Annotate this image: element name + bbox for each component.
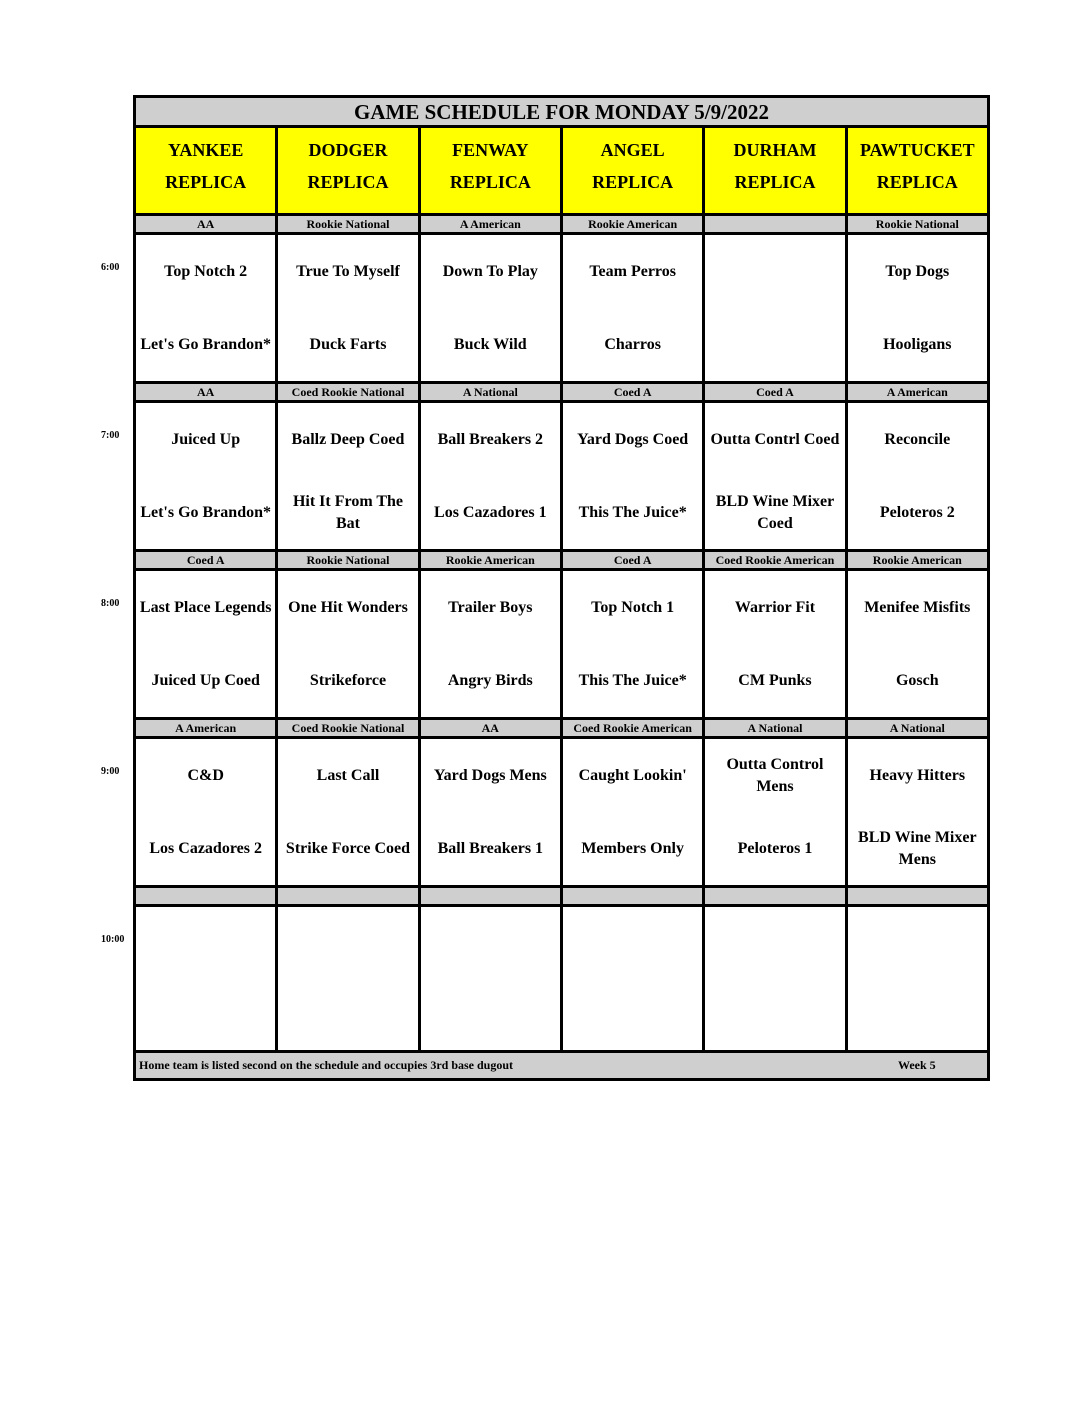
division-label: A American — [421, 216, 563, 232]
field-type: REPLICA — [876, 172, 958, 192]
game-cell — [136, 907, 278, 1053]
home-team: Angry Birds — [447, 672, 533, 689]
division-label: Coed Rookie National — [278, 384, 420, 400]
home-team: Hooligans — [883, 336, 952, 353]
home-team: BLD Wine Mixer Coed — [715, 493, 835, 532]
away-team: Yard Dogs Coed — [577, 431, 689, 448]
away-team: C&D — [187, 767, 224, 784]
field-type: REPLICA — [592, 172, 674, 192]
home-team — [850, 992, 985, 1042]
division-label: Rookie National — [278, 216, 420, 232]
division-label: A National — [421, 384, 563, 400]
game-row — [136, 235, 987, 381]
away-team — [423, 919, 558, 969]
division-label — [705, 888, 847, 904]
home-team — [707, 320, 842, 370]
away-team: Team Perros — [589, 263, 676, 280]
away-team: Ballz Deep Coed — [291, 431, 405, 448]
game-cell — [421, 907, 563, 1053]
division-label: Rookie American — [563, 216, 705, 232]
division-label: Coed A — [705, 384, 847, 400]
game-cell — [136, 235, 278, 381]
home-team: This The Juice* — [578, 504, 687, 521]
division-label: A National — [848, 720, 987, 736]
division-label: A American — [848, 384, 987, 400]
game-cell — [136, 739, 278, 885]
game-cell — [136, 571, 278, 717]
away-team: Top Notch 2 — [164, 263, 248, 280]
game-cell — [705, 739, 847, 885]
division-label: Rookie American — [421, 552, 563, 568]
away-team — [565, 919, 700, 969]
away-team: Down To Play — [442, 263, 538, 280]
division-row — [136, 549, 987, 571]
home-team: Peloteros 1 — [737, 840, 813, 857]
game-cell — [705, 235, 847, 381]
away-team: Last Call — [316, 767, 380, 784]
home-team — [138, 992, 273, 1042]
home-team: Strikeforce — [309, 672, 387, 689]
division-label: Coed A — [136, 552, 278, 568]
field-type: REPLICA — [307, 172, 389, 192]
division-label — [848, 888, 987, 904]
division-label: A National — [705, 720, 847, 736]
time-slot-label: 10:00 — [101, 934, 125, 945]
home-team: Let's Go Brandon* — [140, 336, 271, 353]
away-team: Yard Dogs Mens — [433, 767, 547, 784]
division-label: Coed Rookie National — [278, 720, 420, 736]
away-team: Menifee Misfits — [864, 599, 971, 616]
division-label: Coed Rookie American — [563, 720, 705, 736]
away-team: Warrior Fit — [734, 599, 816, 616]
game-cell — [848, 739, 987, 885]
game-cell — [705, 403, 847, 549]
away-team: Top Notch 1 — [591, 599, 675, 616]
field-name: PAWTUCKET — [859, 140, 975, 160]
home-team — [423, 992, 558, 1042]
game-cell — [421, 403, 563, 549]
away-team: Outta Contrl Coed — [710, 431, 840, 448]
division-label: Coed A — [563, 552, 705, 568]
game-cell — [563, 235, 705, 381]
home-team: Gosch — [895, 672, 939, 689]
time-slot-label: 6:00 — [101, 262, 120, 273]
home-team: Ball Breakers 1 — [437, 840, 544, 857]
game-cell — [278, 739, 420, 885]
field-name: DURHAM — [733, 140, 817, 160]
game-row — [136, 739, 987, 885]
schedule-table — [133, 95, 990, 1081]
game-cell — [848, 235, 987, 381]
division-row — [136, 885, 987, 907]
field-name: YANKEE — [167, 140, 244, 160]
field-header — [705, 128, 847, 213]
field-header — [421, 128, 563, 213]
division-row — [136, 381, 987, 403]
away-team: Top Dogs — [885, 263, 950, 280]
game-cell — [278, 403, 420, 549]
home-team: Members Only — [581, 840, 684, 857]
game-cell — [136, 403, 278, 549]
away-team: Trailer Boys — [448, 599, 533, 616]
game-cell — [421, 571, 563, 717]
field-type: REPLICA — [734, 172, 816, 192]
division-label — [136, 888, 278, 904]
away-team: Outta Control Mens — [726, 756, 824, 795]
schedule-title: GAME SCHEDULE FOR MONDAY 5/9/2022 — [136, 98, 987, 128]
game-cell — [705, 907, 847, 1053]
game-cell — [848, 907, 987, 1053]
game-row — [136, 571, 987, 717]
schedule-footer — [136, 1050, 987, 1078]
game-cell — [848, 403, 987, 549]
division-label: AA — [136, 384, 278, 400]
home-team: Peloteros 2 — [879, 504, 955, 521]
home-team: Los Cazadores 1 — [434, 504, 547, 521]
game-cell — [848, 571, 987, 717]
field-type: REPLICA — [449, 172, 531, 192]
field-header — [848, 128, 987, 213]
division-label: Coed Rookie American — [705, 552, 847, 568]
home-team: Los Cazadores 2 — [149, 840, 262, 857]
division-row — [136, 213, 987, 235]
home-team: BLD Wine Mixer Mens — [858, 829, 977, 868]
away-team: Heavy Hitters — [869, 767, 966, 784]
home-team-note: Home team is listed second on the schedule and occupies 3rd base dugout — [139, 1058, 514, 1072]
game-cell — [705, 571, 847, 717]
division-label: AA — [421, 720, 563, 736]
home-team: This The Juice* — [578, 672, 687, 689]
game-cell — [563, 403, 705, 549]
game-cell — [278, 571, 420, 717]
division-label — [563, 888, 705, 904]
game-cell — [563, 907, 705, 1053]
game-cell — [421, 235, 563, 381]
away-team — [280, 919, 415, 969]
week-label: Week 5 — [898, 1058, 936, 1072]
time-slot-label: 7:00 — [101, 430, 120, 441]
away-team — [850, 919, 985, 969]
division-label: Rookie National — [848, 216, 987, 232]
field-header — [278, 128, 420, 213]
home-team — [707, 992, 842, 1042]
away-team — [138, 919, 273, 969]
field-name: DODGER — [308, 140, 388, 160]
field-name: ANGEL — [600, 140, 665, 160]
division-label — [278, 888, 420, 904]
field-name: FENWAY — [452, 140, 529, 160]
division-label — [421, 888, 563, 904]
division-label: Coed A — [563, 384, 705, 400]
away-team — [707, 919, 842, 969]
field-header — [136, 128, 278, 213]
away-team: True To Myself — [296, 263, 400, 280]
field-header — [563, 128, 705, 213]
home-team — [565, 992, 700, 1042]
game-row — [136, 907, 987, 1053]
home-team: Buck Wild — [453, 336, 527, 353]
away-team: Juiced Up — [171, 431, 241, 448]
division-label — [705, 216, 847, 232]
away-team: Caught Lookin' — [578, 767, 687, 784]
home-team: Strike Force Coed — [285, 840, 411, 857]
home-team: Juiced Up Coed — [151, 672, 260, 689]
game-cell — [278, 235, 420, 381]
division-label: A American — [136, 720, 278, 736]
home-team: Let's Go Brandon* — [140, 504, 271, 521]
division-row — [136, 717, 987, 739]
game-cell — [278, 907, 420, 1053]
away-team: Reconcile — [884, 431, 951, 448]
field-type: REPLICA — [165, 172, 247, 192]
field-header-row — [136, 128, 987, 213]
home-team: Duck Farts — [309, 336, 387, 353]
home-team: Hit It From The Bat — [292, 493, 404, 532]
away-team: Ball Breakers 2 — [437, 431, 544, 448]
home-team: CM Punks — [738, 672, 812, 689]
away-team: One Hit Wonders — [288, 599, 408, 616]
time-slot-label: 9:00 — [101, 766, 120, 777]
division-label: Rookie National — [278, 552, 420, 568]
time-slot-label: 8:00 — [101, 598, 120, 609]
away-team — [707, 247, 842, 297]
division-label: Rookie American — [848, 552, 987, 568]
division-label: AA — [136, 216, 278, 232]
game-cell — [421, 739, 563, 885]
game-cell — [563, 739, 705, 885]
home-team: Charros — [604, 336, 661, 353]
away-team: Last Place Legends — [139, 599, 272, 616]
game-row — [136, 403, 987, 549]
game-cell — [563, 571, 705, 717]
home-team — [280, 992, 415, 1042]
